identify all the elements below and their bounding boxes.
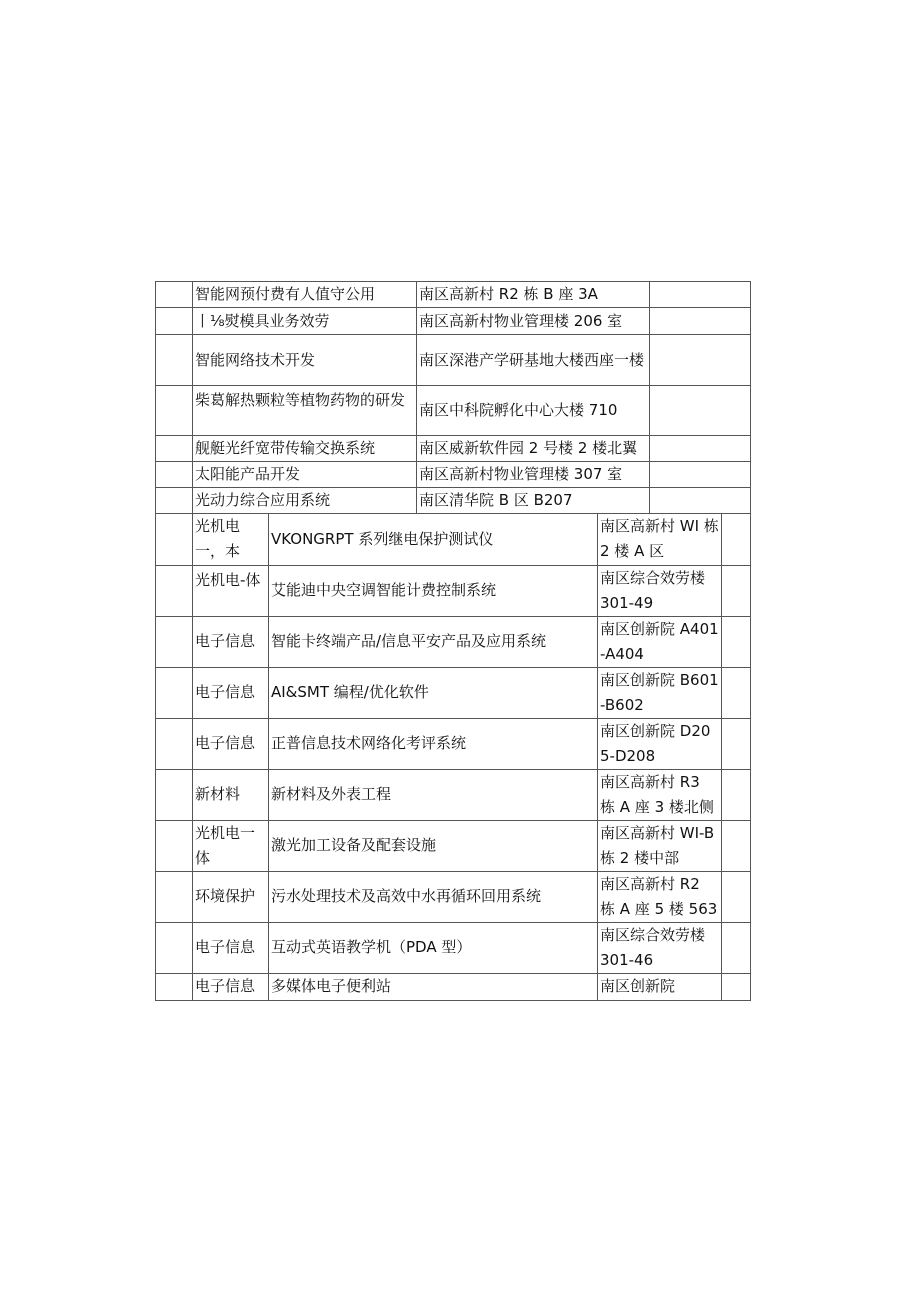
empty-cell <box>722 769 751 820</box>
address-cell: 南区综合效劳楼 301-49 <box>598 565 722 616</box>
empty-cell <box>722 718 751 769</box>
empty-cell <box>650 436 751 462</box>
table-row <box>156 922 751 973</box>
field-cell: 环境保护 <box>193 871 269 922</box>
table-row <box>156 973 751 1000</box>
address-cell: 南区高新村 R2 栋 B 座 3A <box>417 282 650 308</box>
field-cell: 电子信息 <box>193 616 269 667</box>
empty-cell <box>156 308 193 335</box>
project-name-cell: 智能网络技术开发 <box>193 335 417 386</box>
empty-cell <box>156 488 193 514</box>
table-row <box>156 308 751 335</box>
table-row <box>156 769 751 820</box>
empty-cell <box>722 922 751 973</box>
empty-cell <box>650 335 751 386</box>
table-row <box>156 335 751 386</box>
empty-cell <box>156 667 193 718</box>
empty-cell <box>156 565 193 616</box>
lower-table <box>155 514 751 1001</box>
empty-cell <box>156 436 193 462</box>
field-cell: 电子信息 <box>193 718 269 769</box>
empty-cell <box>156 282 193 308</box>
address-cell: 南区高新村 R2 栋 A 座 5 楼 563 <box>598 871 722 922</box>
table-row <box>156 616 751 667</box>
field-cell: 新材料 <box>193 769 269 820</box>
address-cell: 南区深港产学研基地大楼西座一楼 <box>417 335 650 386</box>
field-cell: 电子信息 <box>193 973 269 1000</box>
empty-cell <box>156 514 193 565</box>
address-cell: 南区清华院 B 区 B207 <box>417 488 650 514</box>
project-name-cell: 互动式英语教学机（PDA 型） <box>269 922 598 973</box>
empty-cell <box>650 462 751 488</box>
project-name-cell: 柴葛解热颗粒等植物药物的研发 <box>193 386 417 436</box>
empty-cell <box>722 514 751 565</box>
address-cell: 南区创新院 B601-B602 <box>598 667 722 718</box>
address-cell: 南区创新院 D205-D208 <box>598 718 722 769</box>
project-name-cell: 丨⅛熨模具业务效劳 <box>193 308 417 335</box>
empty-cell <box>156 718 193 769</box>
address-cell: 南区高新村物业管理楼 206 室 <box>417 308 650 335</box>
table-row <box>156 514 751 565</box>
project-name-cell: 污水处理技术及高效中水再循环回用系统 <box>269 871 598 922</box>
project-name-cell: 舰艇光纤宽带传输交换系统 <box>193 436 417 462</box>
address-cell: 南区威新软件园 2 号楼 2 楼北翼 <box>417 436 650 462</box>
empty-cell <box>156 769 193 820</box>
table-row <box>156 667 751 718</box>
field-cell: 光机电一，本 <box>193 514 269 565</box>
upper-table <box>155 281 751 514</box>
address-cell: 南区中科院孵化中心大楼 710 <box>417 386 650 436</box>
empty-cell <box>722 667 751 718</box>
project-name-cell: VKONGRPT 系列继电保护测试仪 <box>269 514 598 565</box>
address-cell: 南区综合效劳楼 301-46 <box>598 922 722 973</box>
empty-cell <box>650 282 751 308</box>
table-row <box>156 565 751 616</box>
table-row <box>156 820 751 871</box>
empty-cell <box>722 565 751 616</box>
address-cell: 南区创新院 <box>598 973 722 1000</box>
project-name-cell: 智能卡终端产品/信息平安产品及应用系统 <box>269 616 598 667</box>
project-name-cell: AI&SMT 编程/优化软件 <box>269 667 598 718</box>
address-cell: 南区高新村物业管理楼 307 室 <box>417 462 650 488</box>
field-cell: 电子信息 <box>193 922 269 973</box>
table-row <box>156 282 751 308</box>
table-row <box>156 462 751 488</box>
address-cell: 南区高新村 WI-B 栋 2 楼中部 <box>598 820 722 871</box>
project-name-cell: 智能网预付费有人值守公用 <box>193 282 417 308</box>
empty-cell <box>156 462 193 488</box>
empty-cell <box>722 871 751 922</box>
empty-cell <box>650 386 751 436</box>
address-cell: 南区高新村 R3 栋 A 座 3 楼北侧 <box>598 769 722 820</box>
empty-cell <box>156 922 193 973</box>
table-row <box>156 718 751 769</box>
empty-cell <box>650 308 751 335</box>
table-row <box>156 386 751 436</box>
empty-cell <box>156 871 193 922</box>
field-cell: 光机电一体 <box>193 820 269 871</box>
empty-cell <box>156 973 193 1000</box>
empty-cell <box>722 820 751 871</box>
empty-cell <box>650 488 751 514</box>
empty-cell <box>722 973 751 1000</box>
project-name-cell: 多媒体电子便利站 <box>269 973 598 1000</box>
empty-cell <box>156 616 193 667</box>
project-name-cell: 新材料及外表工程 <box>269 769 598 820</box>
project-name-cell: 正普信息技术网络化考评系统 <box>269 718 598 769</box>
address-cell: 南区创新院 A401-A404 <box>598 616 722 667</box>
empty-cell <box>722 616 751 667</box>
table-row <box>156 488 751 514</box>
empty-cell <box>156 820 193 871</box>
table-row <box>156 871 751 922</box>
empty-cell <box>156 335 193 386</box>
field-cell: 光机电-体 <box>193 565 269 616</box>
project-name-cell: 光动力综合应用系统 <box>193 488 417 514</box>
project-name-cell: 艾能迪中央空调智能计费控制系统 <box>269 565 598 616</box>
project-name-cell: 激光加工设备及配套设施 <box>269 820 598 871</box>
project-name-cell: 太阳能产品开发 <box>193 462 417 488</box>
field-cell: 电子信息 <box>193 667 269 718</box>
empty-cell <box>156 386 193 436</box>
table-row <box>156 436 751 462</box>
address-cell: 南区高新村 WI 栋 2 楼 A 区 <box>598 514 722 565</box>
